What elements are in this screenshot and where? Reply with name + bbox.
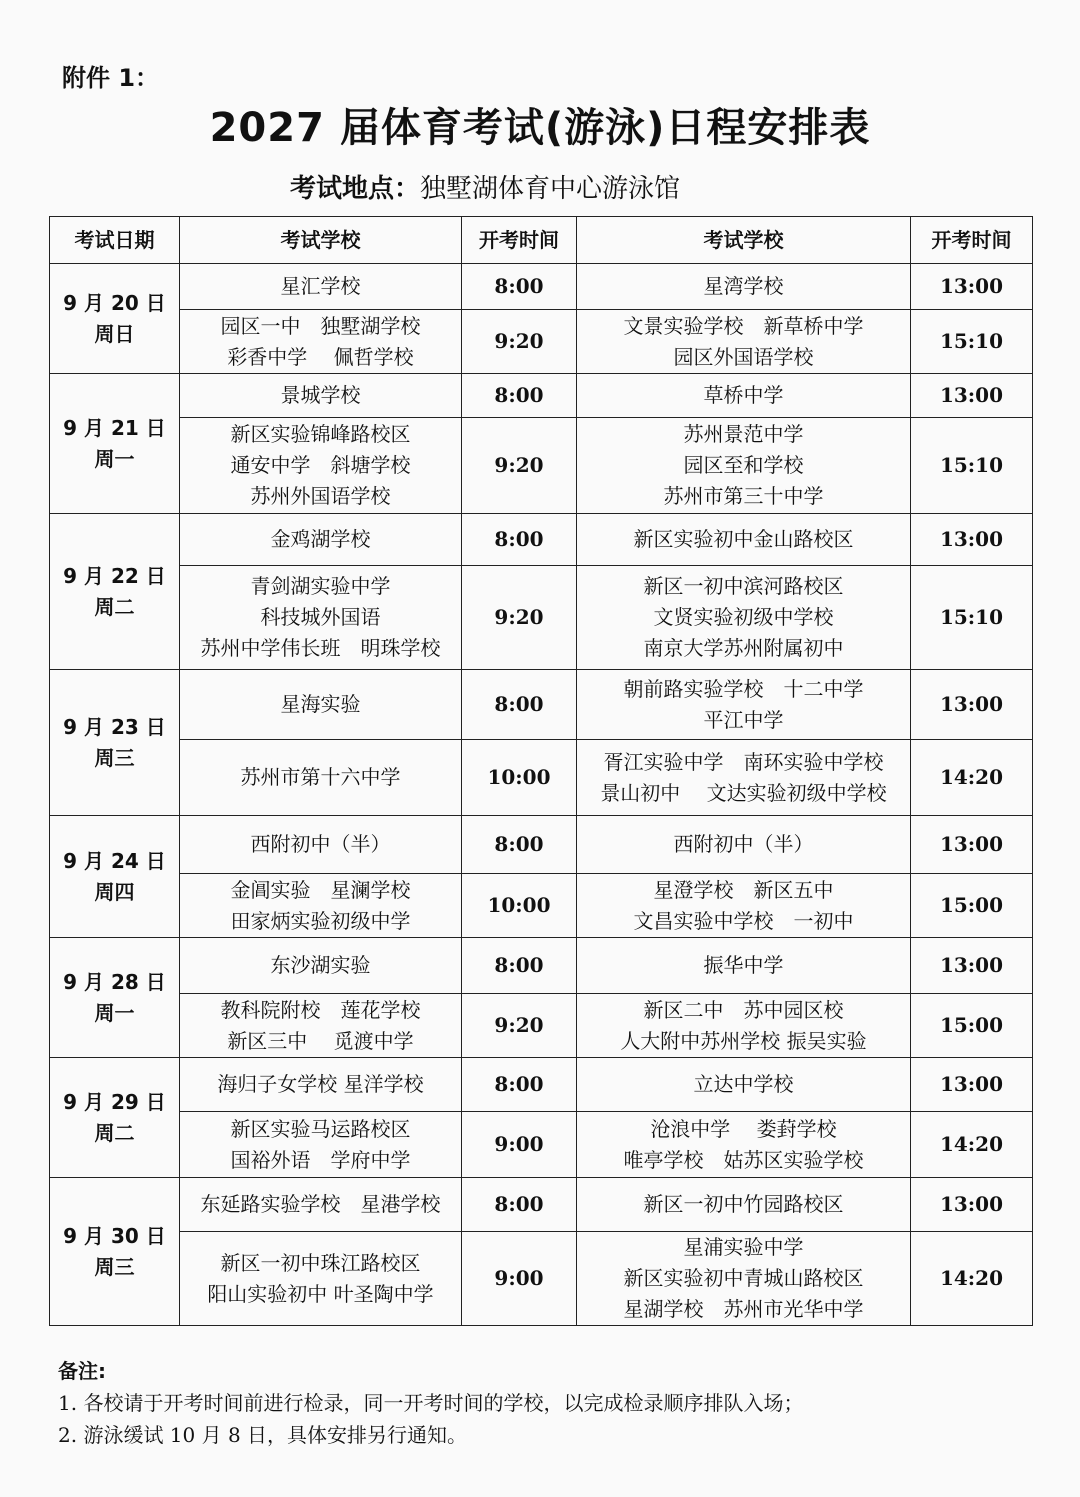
exam-weekday: 周一 — [94, 1000, 135, 1025]
pm-start-time: 14:20 — [911, 740, 1033, 816]
table-row — [50, 418, 1033, 514]
notes-heading: 备注: — [58, 1359, 106, 1383]
attachment-label: 附件 1： — [62, 64, 160, 92]
exam-date-cell — [50, 938, 180, 1058]
pm-start-time: 13:00 — [911, 514, 1033, 566]
am-schools-cell — [180, 1178, 462, 1232]
table-header-row — [50, 217, 1033, 264]
school-name: 苏州外国语学校 — [250, 484, 391, 508]
pm-start-time: 13:00 — [911, 374, 1033, 418]
school-name: 文景实验学校 新草桥中学 — [623, 313, 864, 338]
am-schools-cell — [180, 874, 462, 938]
am-start-time: 8:00 — [462, 938, 577, 994]
school-name: 东延路实验学校 星港学校 — [200, 1192, 441, 1216]
am-start-time: 10:00 — [462, 874, 577, 938]
school-name: 园区一中 独墅湖学校 — [220, 313, 421, 338]
school-name: 朝前路实验学校 十二中学 — [623, 676, 864, 701]
am-schools-cell — [180, 310, 462, 374]
schedule-body — [50, 264, 1033, 1326]
am-schools-cell — [180, 418, 462, 514]
school-name: 青剑湖实验中学 — [250, 574, 391, 598]
am-start-time: 9:20 — [462, 418, 577, 514]
school-name: 南京大学苏州附属初中 — [643, 636, 844, 660]
table-row — [50, 816, 1033, 874]
school-name: 新区一初中竹园路校区 — [643, 1192, 844, 1216]
pm-start-time: 15:00 — [911, 874, 1033, 938]
pm-start-time: 15:10 — [911, 310, 1033, 374]
header-start-time-am: 开考时间 — [462, 217, 577, 264]
am-schools-cell — [180, 670, 462, 740]
exam-date: 9 月 20 日 — [63, 290, 166, 315]
table-row — [50, 1112, 1033, 1178]
am-start-time: 9:00 — [462, 1232, 577, 1326]
table-row — [50, 740, 1033, 816]
school-name: 人大附中苏州学校 振吴实验 — [620, 1028, 867, 1053]
school-name: 草桥中学 — [703, 383, 784, 407]
school-name: 阳山实验初中 叶圣陶中学 — [207, 1281, 434, 1306]
am-start-time: 8:00 — [462, 1058, 577, 1112]
exam-date: 9 月 23 日 — [63, 714, 166, 739]
am-schools-cell — [180, 740, 462, 816]
table-row — [50, 938, 1033, 994]
am-schools-cell — [180, 374, 462, 418]
pm-schools-cell — [577, 418, 911, 514]
school-name: 新区实验初中金山路校区 — [633, 527, 854, 551]
school-name: 新区一初中滨河路校区 — [643, 574, 844, 598]
school-name: 田家炳实验初级中学 — [230, 908, 411, 933]
exam-date-cell — [50, 264, 180, 374]
venue-label: 考试地点： — [290, 174, 421, 204]
pm-schools-cell — [577, 514, 911, 566]
am-schools-cell — [180, 816, 462, 874]
school-name: 金鸡湖学校 — [270, 527, 371, 551]
pm-schools-cell — [577, 1178, 911, 1232]
pm-start-time: 14:20 — [911, 1112, 1033, 1178]
table-row — [50, 264, 1033, 310]
school-name: 景城学校 — [280, 383, 361, 407]
school-name: 新区三中 觅渡中学 — [227, 1028, 414, 1053]
note-item: 2. 游泳缓试 10 月 8 日，具体安排另行通知。 — [58, 1423, 468, 1447]
am-schools-cell — [180, 1112, 462, 1178]
exam-date-cell — [50, 1058, 180, 1178]
exam-date-cell — [50, 670, 180, 816]
pm-start-time: 13:00 — [911, 1058, 1033, 1112]
am-schools-cell — [180, 264, 462, 310]
exam-date: 9 月 28 日 — [63, 969, 166, 994]
exam-date: 9 月 30 日 — [63, 1223, 166, 1248]
pm-start-time: 14:20 — [911, 1232, 1033, 1326]
school-name: 苏州景范中学 — [683, 422, 804, 446]
table-row — [50, 566, 1033, 670]
school-name: 国裕外语 学府中学 — [230, 1147, 411, 1172]
school-name: 振华中学 — [703, 953, 784, 977]
school-name: 西附初中（半） — [673, 832, 814, 856]
am-start-time: 9:00 — [462, 1112, 577, 1178]
school-name: 文贤实验初级中学校 — [653, 605, 834, 629]
pm-schools-cell — [577, 874, 911, 938]
school-name: 新区实验锦峰路校区 — [230, 422, 411, 446]
exam-weekday: 周日 — [94, 321, 135, 346]
school-name: 苏州中学伟长班 明珠学校 — [200, 636, 441, 660]
exam-date: 9 月 22 日 — [63, 563, 166, 588]
page-title: 2027 届体育考试(游泳)日程安排表 — [209, 105, 871, 151]
am-start-time: 8:00 — [462, 514, 577, 566]
school-name: 苏州市第十六中学 — [240, 765, 401, 789]
pm-schools-cell — [577, 994, 911, 1058]
exam-date: 9 月 29 日 — [63, 1089, 166, 1114]
school-name: 胥江实验中学 南环实验中学校 — [603, 749, 884, 774]
am-start-time: 8:00 — [462, 670, 577, 740]
school-name: 平江中学 — [703, 707, 784, 732]
exam-date-cell — [50, 374, 180, 514]
am-schools-cell — [180, 1058, 462, 1112]
pm-schools-cell — [577, 938, 911, 994]
school-name: 景山初中 文达实验初级中学校 — [600, 780, 887, 805]
pm-start-time: 13:00 — [911, 1178, 1033, 1232]
exam-date-cell — [50, 1178, 180, 1326]
exam-weekday: 周三 — [94, 1254, 135, 1279]
table-row — [50, 994, 1033, 1058]
am-start-time: 9:20 — [462, 994, 577, 1058]
exam-weekday: 周二 — [94, 594, 135, 619]
school-name: 新区一初中珠江路校区 — [220, 1250, 421, 1275]
school-name: 园区外国语学校 — [673, 344, 814, 369]
header-exam-date: 考试日期 — [50, 217, 180, 264]
pm-schools-cell — [577, 264, 911, 310]
exam-date: 9 月 24 日 — [63, 848, 166, 873]
exam-weekday: 周一 — [94, 446, 135, 471]
school-name: 文昌实验中学校 一初中 — [633, 908, 854, 933]
header-exam-school-am: 考试学校 — [180, 217, 462, 264]
school-name: 星澄学校 新区五中 — [653, 877, 834, 902]
pm-start-time: 15:10 — [911, 566, 1033, 670]
table-row — [50, 374, 1033, 418]
school-name: 东沙湖实验 — [270, 953, 371, 977]
school-name: 沧浪中学 娄葑学校 — [650, 1116, 837, 1141]
school-name: 西附初中（半） — [250, 832, 391, 856]
pm-schools-cell — [577, 816, 911, 874]
pm-schools-cell — [577, 310, 911, 374]
table-row — [50, 1232, 1033, 1326]
exam-venue — [290, 168, 680, 205]
school-name: 唯亭学校 姑苏区实验学校 — [623, 1147, 864, 1172]
schedule-table — [49, 216, 1033, 1326]
am-schools-cell — [180, 994, 462, 1058]
am-start-time: 9:20 — [462, 566, 577, 670]
table-row — [50, 1058, 1033, 1112]
pm-start-time: 13:00 — [911, 816, 1033, 874]
school-name: 金阊实验 星澜学校 — [230, 877, 411, 902]
am-start-time: 8:00 — [462, 374, 577, 418]
school-name: 星汇学校 — [280, 274, 361, 298]
pm-start-time: 15:10 — [911, 418, 1033, 514]
school-name: 通安中学 斜塘学校 — [230, 453, 411, 477]
pm-schools-cell — [577, 374, 911, 418]
am-schools-cell — [180, 938, 462, 994]
exam-weekday: 周二 — [94, 1120, 135, 1145]
school-name: 星浦实验中学 — [683, 1235, 804, 1259]
pm-schools-cell — [577, 1112, 911, 1178]
note-item: 1. 各校请于开考时间前进行检录，同一开考时间的学校，以完成检录顺序排队入场； — [58, 1391, 804, 1415]
school-name: 星海实验 — [280, 692, 361, 716]
table-row — [50, 874, 1033, 938]
pm-schools-cell — [577, 740, 911, 816]
notes — [58, 1355, 803, 1451]
am-start-time: 10:00 — [462, 740, 577, 816]
exam-date-cell — [50, 816, 180, 938]
school-name: 教科院附校 莲花学校 — [220, 997, 421, 1022]
header-start-time-pm: 开考时间 — [911, 217, 1033, 264]
school-name: 星湾学校 — [703, 274, 784, 298]
venue-value: 独墅湖体育中心游泳馆 — [420, 174, 681, 204]
school-name: 新区实验初中青城山路校区 — [623, 1266, 864, 1290]
school-name: 海归子女学校 星洋学校 — [217, 1072, 424, 1096]
school-name: 园区至和学校 — [683, 453, 804, 477]
pm-schools-cell — [577, 1232, 911, 1326]
table-row — [50, 670, 1033, 740]
exam-weekday: 周三 — [94, 745, 135, 770]
am-schools-cell — [180, 514, 462, 566]
pm-start-time: 15:00 — [911, 994, 1033, 1058]
school-name: 新区实验马运路校区 — [230, 1116, 411, 1141]
table-row — [50, 310, 1033, 374]
pm-start-time: 13:00 — [911, 938, 1033, 994]
table-row — [50, 514, 1033, 566]
header-exam-school-pm: 考试学校 — [577, 217, 911, 264]
pm-start-time: 13:00 — [911, 264, 1033, 310]
school-name: 科技城外国语 — [260, 605, 381, 629]
exam-date-cell — [50, 514, 180, 670]
am-start-time: 9:20 — [462, 310, 577, 374]
exam-date: 9 月 21 日 — [63, 415, 166, 440]
pm-schools-cell — [577, 1058, 911, 1112]
am-schools-cell — [180, 1232, 462, 1326]
am-start-time: 8:00 — [462, 816, 577, 874]
table-row — [50, 1178, 1033, 1232]
pm-schools-cell — [577, 670, 911, 740]
pm-schools-cell — [577, 566, 911, 670]
pm-start-time: 13:00 — [911, 670, 1033, 740]
school-name: 彩香中学 佩哲学校 — [227, 344, 414, 369]
school-name: 新区二中 苏中园区校 — [643, 997, 844, 1022]
am-schools-cell — [180, 566, 462, 670]
am-start-time: 8:00 — [462, 1178, 577, 1232]
am-start-time: 8:00 — [462, 264, 577, 310]
school-name: 苏州市第三十中学 — [663, 484, 824, 508]
school-name: 星湖学校 苏州市光华中学 — [623, 1297, 864, 1321]
exam-weekday: 周四 — [94, 879, 135, 904]
school-name: 立达中学校 — [693, 1072, 794, 1096]
